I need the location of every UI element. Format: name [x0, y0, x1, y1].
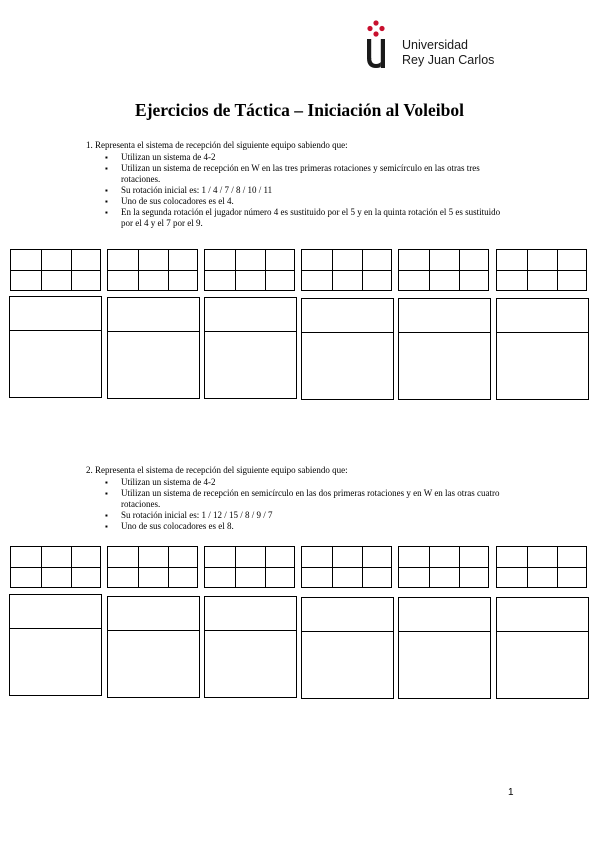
exercise-number: 2. — [86, 465, 93, 475]
bullet-item: ▪ Uno de sus colocadores es el 8. — [86, 521, 511, 532]
page-number: 1 — [508, 787, 514, 798]
court-row-2 — [0, 594, 599, 698]
court-diagram — [301, 298, 394, 400]
rotation-grid — [107, 546, 198, 588]
rotation-grid — [107, 249, 198, 291]
rotation-grid — [496, 249, 587, 291]
exercise-2 — [86, 465, 511, 532]
exercise-1 — [86, 140, 511, 229]
rotation-grid — [398, 546, 489, 588]
rotation-grid — [301, 546, 392, 588]
court-diagram — [107, 596, 200, 698]
rotation-grid — [204, 546, 295, 588]
exercise-question — [86, 140, 511, 151]
court-diagram — [9, 296, 102, 398]
rotation-grid — [204, 249, 295, 291]
court-diagram — [204, 297, 297, 399]
logo-line-1: Universidad — [402, 38, 469, 52]
court-diagram — [496, 597, 589, 699]
court-diagram — [496, 298, 589, 400]
page-title: Ejercicios de Táctica – Iniciación al Voleibol — [135, 100, 464, 120]
court-diagram — [398, 298, 491, 400]
bullet-item: ▪ Su rotación inicial es: 1 / 12 / 15 / 8 / 9 / 7 — [86, 510, 511, 521]
rotation-grid — [10, 546, 101, 588]
rotation-grid — [301, 249, 392, 291]
logo-text — [402, 38, 494, 68]
bullet-item: ▪ Utilizan un sistema de recepción en W en las tres primeras rotaciones y semicírculo en las otras tres rotaciones. — [86, 163, 511, 185]
exercise-question — [86, 465, 511, 476]
rotation-grid-row-1 — [0, 249, 599, 293]
exercise-question-text: Representa el sistema de recepción del siguiente equipo sabiendo que: — [95, 465, 348, 475]
court-diagram — [204, 596, 297, 698]
bullet-item: ▪ Utilizan un sistema de 4-2 — [86, 477, 511, 488]
bullet-item: ▪ Utilizan un sistema de recepción en semicírculo en las dos primeras rotaciones y en W en las otras cuatro rotaciones. — [86, 488, 511, 510]
bullet-item: ▪ Uno de sus colocadores es el 4. — [86, 196, 511, 207]
rotation-grid — [10, 249, 101, 291]
exercise-bullet-list — [86, 477, 511, 532]
exercise-question-text: Representa el sistema de recepción del siguiente equipo sabiendo que: — [95, 140, 348, 150]
court-diagram — [301, 597, 394, 699]
bullet-item: ▪ Su rotación inicial es: 1 / 4 / 7 / 8 / 10 / 11 — [86, 185, 511, 196]
bullet-item: ▪ Utilizan un sistema de 4-2 — [86, 152, 511, 163]
court-row-1 — [0, 296, 599, 400]
rotation-grid-row-2 — [0, 546, 599, 590]
court-diagram — [398, 597, 491, 699]
rotation-grid — [398, 249, 489, 291]
court-diagram — [9, 594, 102, 696]
bullet-item: ▪ En la segunda rotación el jugador número 4 es sustituido por el 5 y en la quinta rotación el 5 es sustituido por el 4 y el 7 por el 9. — [86, 207, 511, 229]
crown-icon — [367, 20, 384, 36]
court-diagram — [107, 297, 200, 399]
exercise-number: 1. — [86, 140, 93, 150]
logo-line-2: Rey Juan Carlos — [402, 53, 495, 67]
u-letter-icon — [367, 39, 385, 68]
exercise-bullet-list — [86, 152, 511, 229]
rotation-grid — [496, 546, 587, 588]
